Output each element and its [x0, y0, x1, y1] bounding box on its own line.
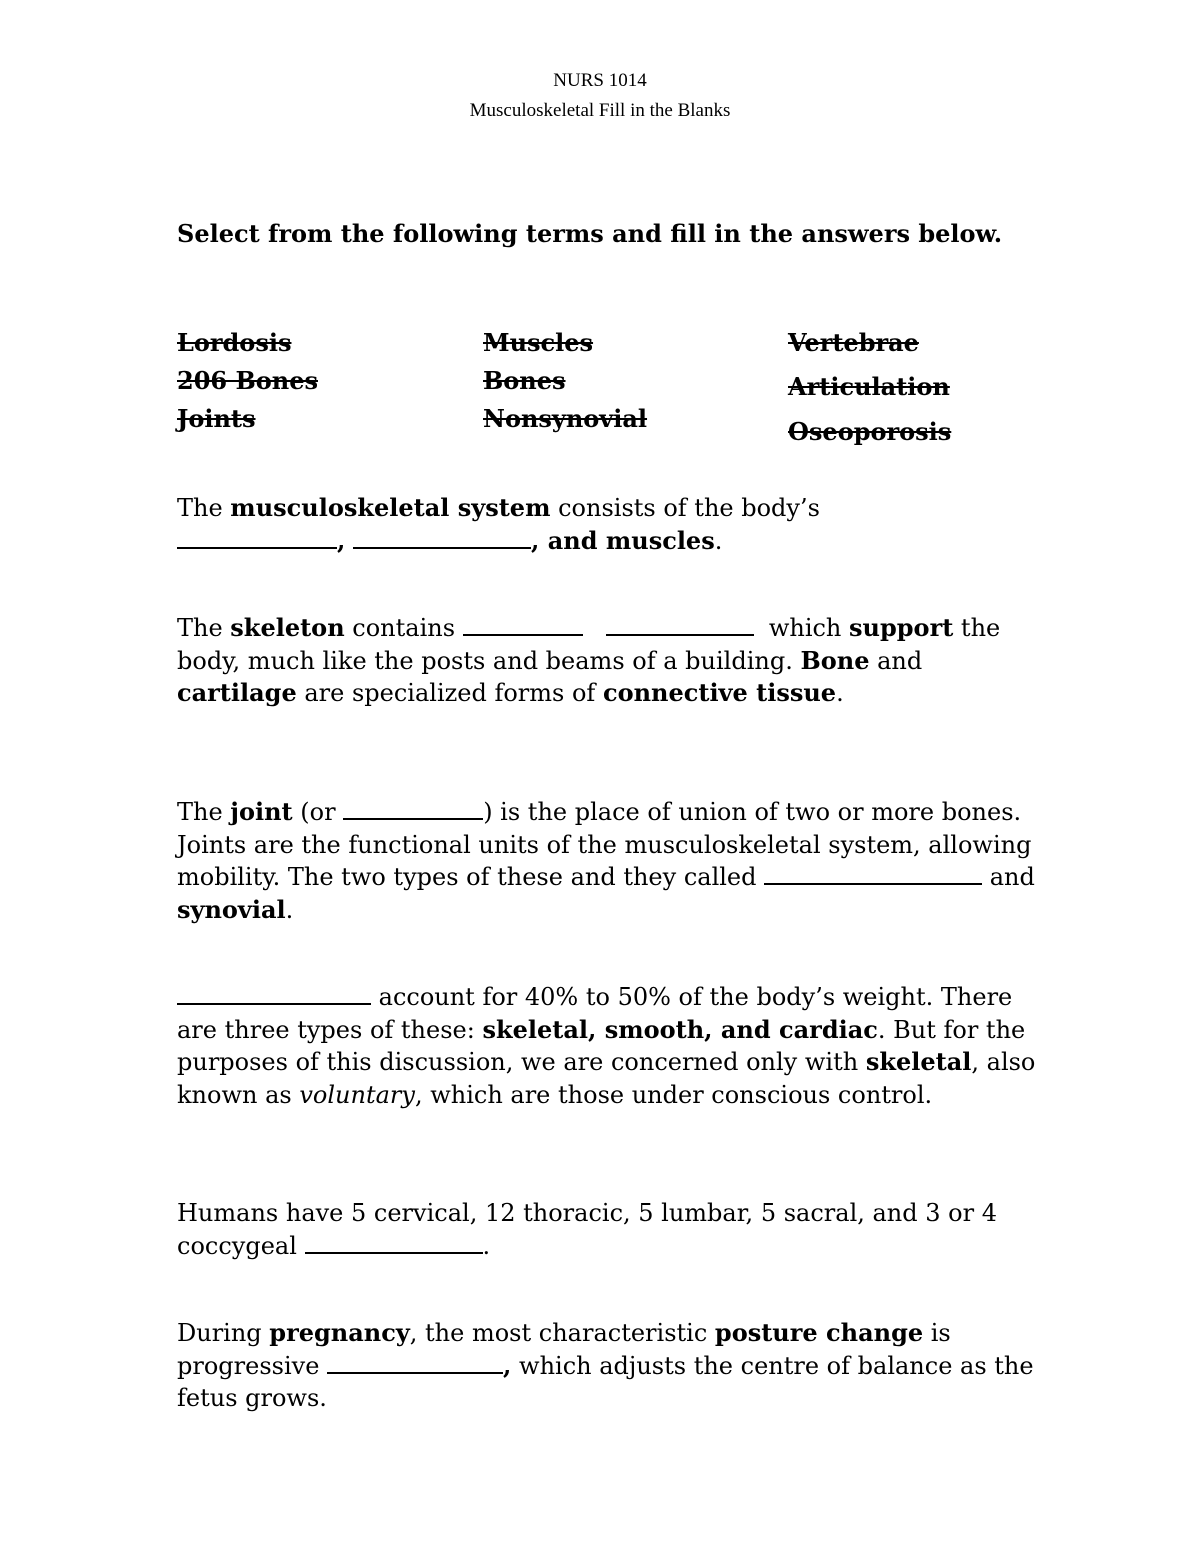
term-oseoporosis: Oseoporosis [788, 417, 952, 446]
worksheet-title: Musculoskeletal Fill in the Blanks [469, 100, 731, 121]
blank-6[interactable] [764, 861, 982, 885]
blank-3[interactable] [463, 612, 583, 636]
paragraph-vertebrae: Humans have 5 cervical, 12 thoracic, 5 lumbar, 5 sacral, and 3 or 4 coccygeal . [177, 1199, 997, 1260]
blank-9[interactable] [327, 1350, 503, 1374]
blank-8[interactable] [305, 1230, 483, 1254]
blank-5[interactable] [343, 796, 483, 820]
term-nonsynovial: Nonsynovial [483, 404, 648, 433]
term-joints: Joints [177, 404, 256, 433]
term-vertebrae: Vertebrae [788, 328, 919, 357]
term-206-bones: 206 Bones [177, 366, 318, 395]
term-lordosis: Lordosis [177, 328, 292, 357]
blank-7[interactable] [177, 981, 371, 1005]
paragraph-skeleton: The skeleton contains which support the body, much like the posts and beams of a building. Bone and cartilage are specialized forms of connective tissue. [177, 613, 1001, 707]
term-muscles: Muscles [483, 328, 594, 357]
paragraph-pregnancy: During pregnancy, the most characteristic posture change is progressive , which adjusts the centre of balance as the fetus grows. [177, 1318, 1034, 1412]
instructions: Select from the following terms and fill in the answers below. [177, 219, 1003, 248]
course-code: NURS 1014 [553, 70, 647, 91]
paragraph-muscles: account for 40% to 50% of the body’s weight. There are three types of these: skeletal, smooth, and cardiac. But for the purposes of this discussion, we are concerned only with skeletal, also known as voluntary, which are those under conscious control. [177, 983, 1036, 1109]
paragraph-joint: The joint (or ) is the place of union of two or more bones. Joints are the functional units of the musculoskeletal system, allowing mobility. The two types of these and they called and synovial. [177, 797, 1035, 924]
paragraph-musculoskeletal-system: The musculoskeletal system consists of the body’s , , and muscles. [177, 493, 820, 555]
term-articulation: Articulation [788, 372, 950, 401]
blank-2[interactable] [353, 525, 531, 549]
blank-1[interactable] [177, 525, 337, 549]
term-bones: Bones [483, 366, 566, 395]
blank-4[interactable] [606, 612, 754, 636]
